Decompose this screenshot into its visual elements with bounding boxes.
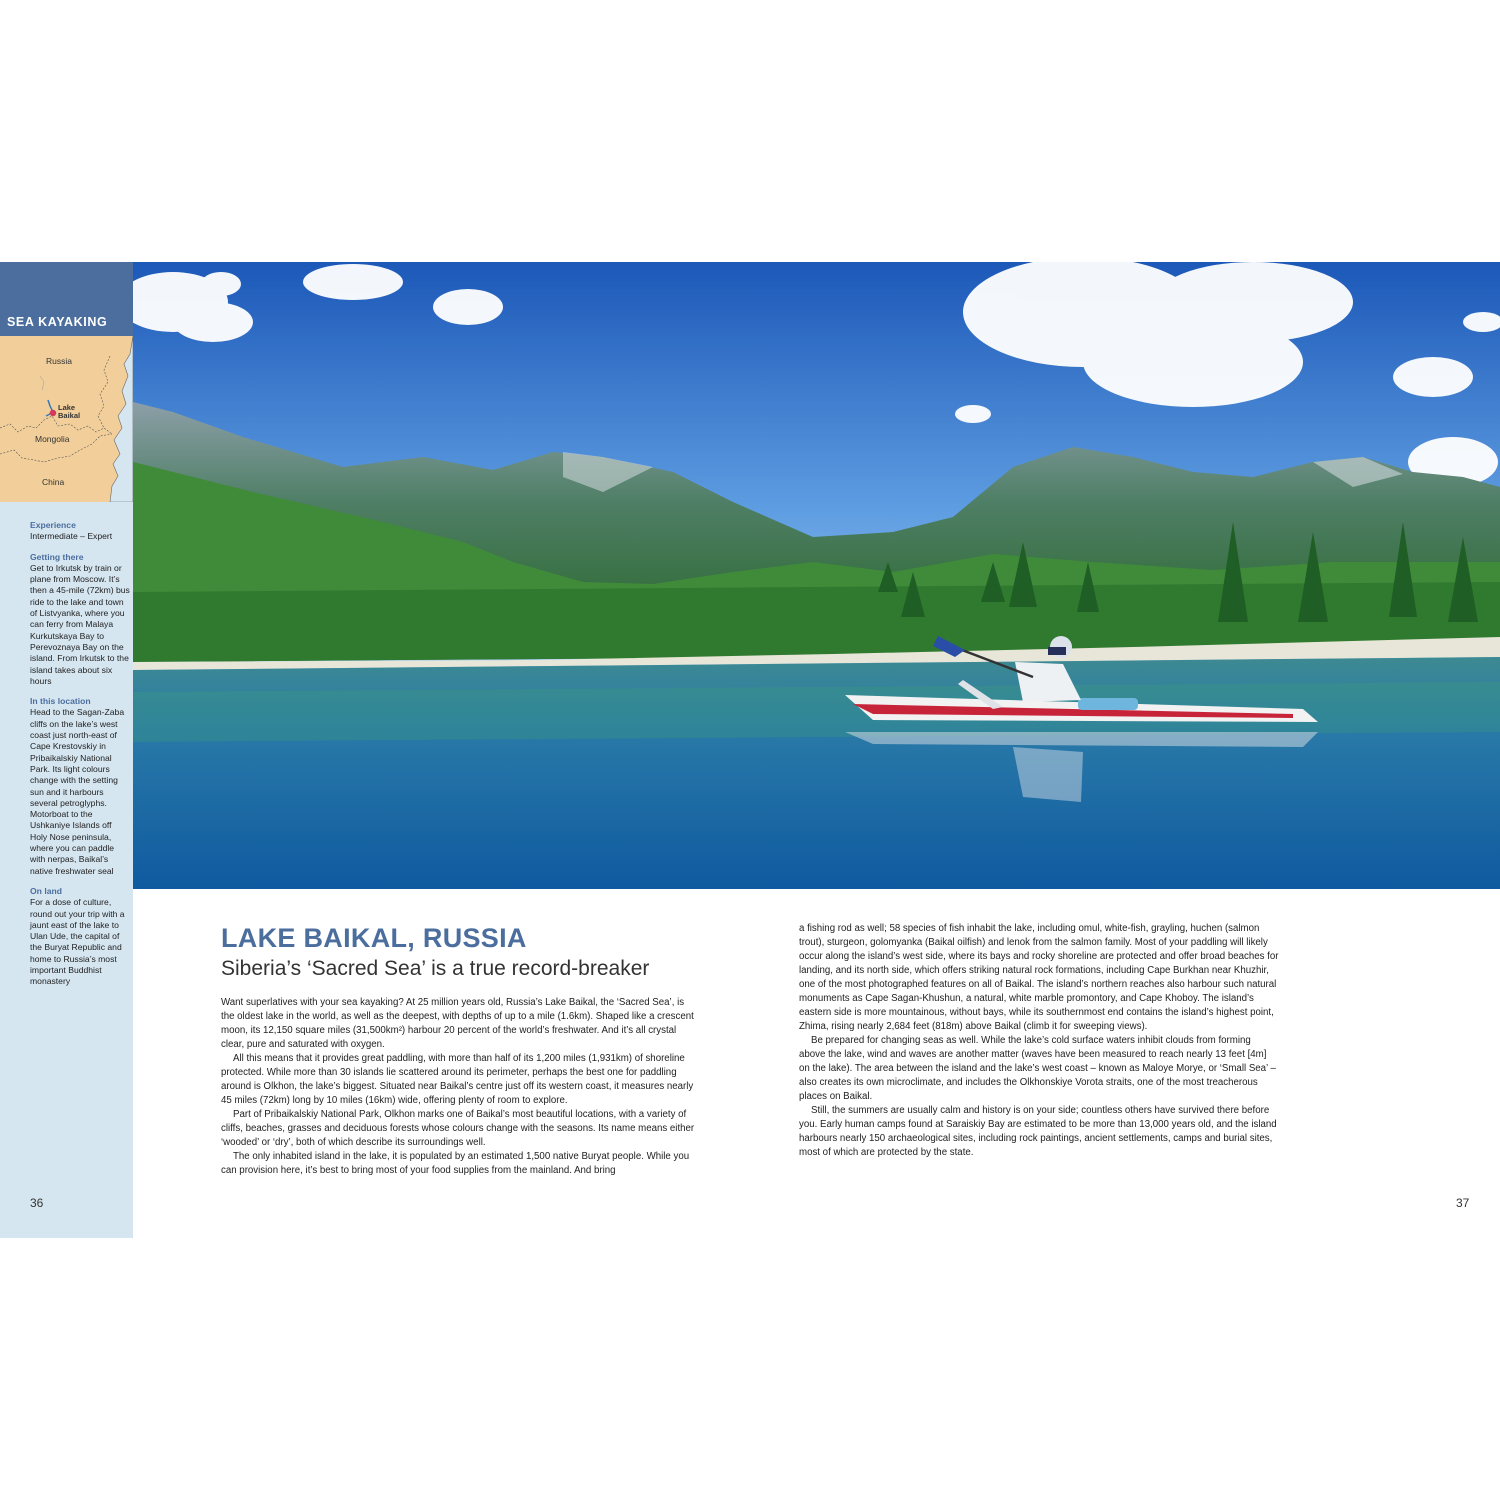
article-paragraph: Still, the summers are usually calm and history is on your side; countless others have survived there before you. Early human camps found at Saraiskiy Bay are estimated to be more than 13,000 years old, and the island harbours nearly 150 archaeological sites, including rock paintings, ancient settlements, camps and burial sites, most of which are protected by the state.	[799, 1105, 1277, 1158]
fact-text-experience: Intermediate – Expert	[30, 531, 113, 542]
map-label-lake: Lake	[58, 403, 76, 412]
fact-heading-getting-there: Getting there	[30, 551, 84, 562]
fact-box	[30, 520, 130, 997]
article-paragraph: Part of Pribaikalskiy National Park, Olkhon marks one of Baikal’s most beautiful locations, with a variety of cliffs, beaches, grasses and deciduous forests whose colours change with the seasons. Its name means either ‘wooded’ or ‘dry’, both of which describe its surroundings well.	[221, 1109, 695, 1148]
article-column-left	[221, 996, 697, 1178]
section-label: SEA KAYAKING	[7, 315, 108, 329]
map-label-china: China	[42, 477, 65, 487]
article-paragraph: a fishing rod as well; 58 species of fish inhabit the lake, including omul, white-fish, grayling, huchen (salmon trout), sturgeon, golomyanka (Baikal oilfish) and lenok from the salmon family. Most of your paddling will likely occur along the island’s west side, where its bays and rocky shoreline are protected and offer broad beaches for landing, and its north side, which offers striking natural rock formations, including Cape Burkhan near Khuzhir, one of the most photographed features on all of Baikal. The island’s northern reaches also harbour such natural monuments as Cape Sagan-Khushun, a natural, white marble promontory, and Cape Khoboy. The island’s eastern side is more mountainous, without bays, while its southernmost end contains the island’s highest point, Zhima, rising nearly 2,684 feet (818m) above Baikal (climb it for sweeping views).	[799, 923, 1279, 1032]
book-spread	[0, 262, 1500, 1238]
article-paragraph: The only inhabited island in the lake, it is populated by an estimated 1,500 native Buryat people. While you can provision here, it’s best to bring most of your food supplies from the mainland. And bring	[221, 1151, 690, 1176]
map-label-baikal: Baikal	[58, 411, 81, 420]
map-label-mongolia: Mongolia	[35, 434, 70, 444]
fact-heading-experience: Experience	[30, 520, 76, 530]
fact-heading-location: In this location	[30, 696, 91, 707]
sidebar	[0, 262, 133, 1238]
fact-text-location: Head to the Sagan-Zaba cliffs on the lake’s west coast just north-east of Cape Krestovskiy in Pribaikalskiy National Park. Its light colours change with the setting sun and it harbours several petroglyphs. Motorboat to the Ushkaniye Islands off Holy Nose peninsula, where you can paddle with nerpas, Baikal’s native freshwater seal	[30, 707, 125, 876]
article-paragraph: Want superlatives with your sea kayaking? At 25 million years old, Russia’s Lake Baikal, the ‘Sacred Sea’, is the oldest lake in the world, as well as the deepest, with depths of up to a mile (1.6km). Shaped like a crescent moon, its 12,150 square miles (31,500km²) harbour 20 percent of the world’s freshwater. And it’s all crystal clear, pure and saturated with oxygen.	[221, 997, 694, 1050]
page-number-right: 37	[1456, 1196, 1470, 1210]
section-tab	[0, 262, 133, 336]
fact-text-getting-there: Get to Irkutsk by train or plane from Moscow. It’s then a 45-mile (72km) bus ride to the lake and town of Listvyanka, where you can ferry from Malaya Kurkutskaya Bay to Perevoznaya Bay on the island. From Irkutsk to the island takes about six hours	[30, 562, 130, 686]
lake-baikal-marker	[50, 410, 56, 416]
lake-kayak-photo	[133, 262, 1500, 889]
article-paragraph: All this means that it provides great paddling, with more than half of its 1,200 miles (1,931km) of shoreline protected. While more than 30 islands lie scattered around its perimeter, perhaps the best one for paddling around is Olkhon, the lake’s biggest. Situated near Baikal’s centre just off its western coast, it measures nearly 45 miles (72km) long by 10 miles (16km) wide, offering plenty of room to explore.	[221, 1053, 694, 1106]
article-subtitle: Siberia’s ‘Sacred Sea’ is a true record-breaker	[221, 957, 650, 980]
article-title: LAKE BAIKAL, RUSSIA	[221, 923, 527, 953]
article-paragraph: Be prepared for changing seas as well. While the lake’s cold surface waters inhibit clouds from forming above the lake, wind and waves are another matter (waves have been measured to reach nearly 13 feet [4m] on the lake). The area between the island and the lake’s west coast – known as Maloye Morye, or ‘Small Sea’ – also creates its own microclimate, and includes the Olkhonskiye Vorota straits, one of the most treacherous places on Baikal.	[799, 1035, 1276, 1102]
map-label-russia: Russia	[46, 356, 72, 366]
page-number-left: 36	[30, 1196, 44, 1210]
locator-map	[0, 336, 133, 502]
fact-text-on-land: For a dose of culture, round out your trip with a jaunt east of the lake to Ulan Ude, the capital of the Buryat Republic and home to Russia’s most important Buddhist monastery	[30, 897, 125, 987]
fact-heading-on-land: On land	[30, 885, 62, 896]
article-column-right	[799, 922, 1279, 1160]
